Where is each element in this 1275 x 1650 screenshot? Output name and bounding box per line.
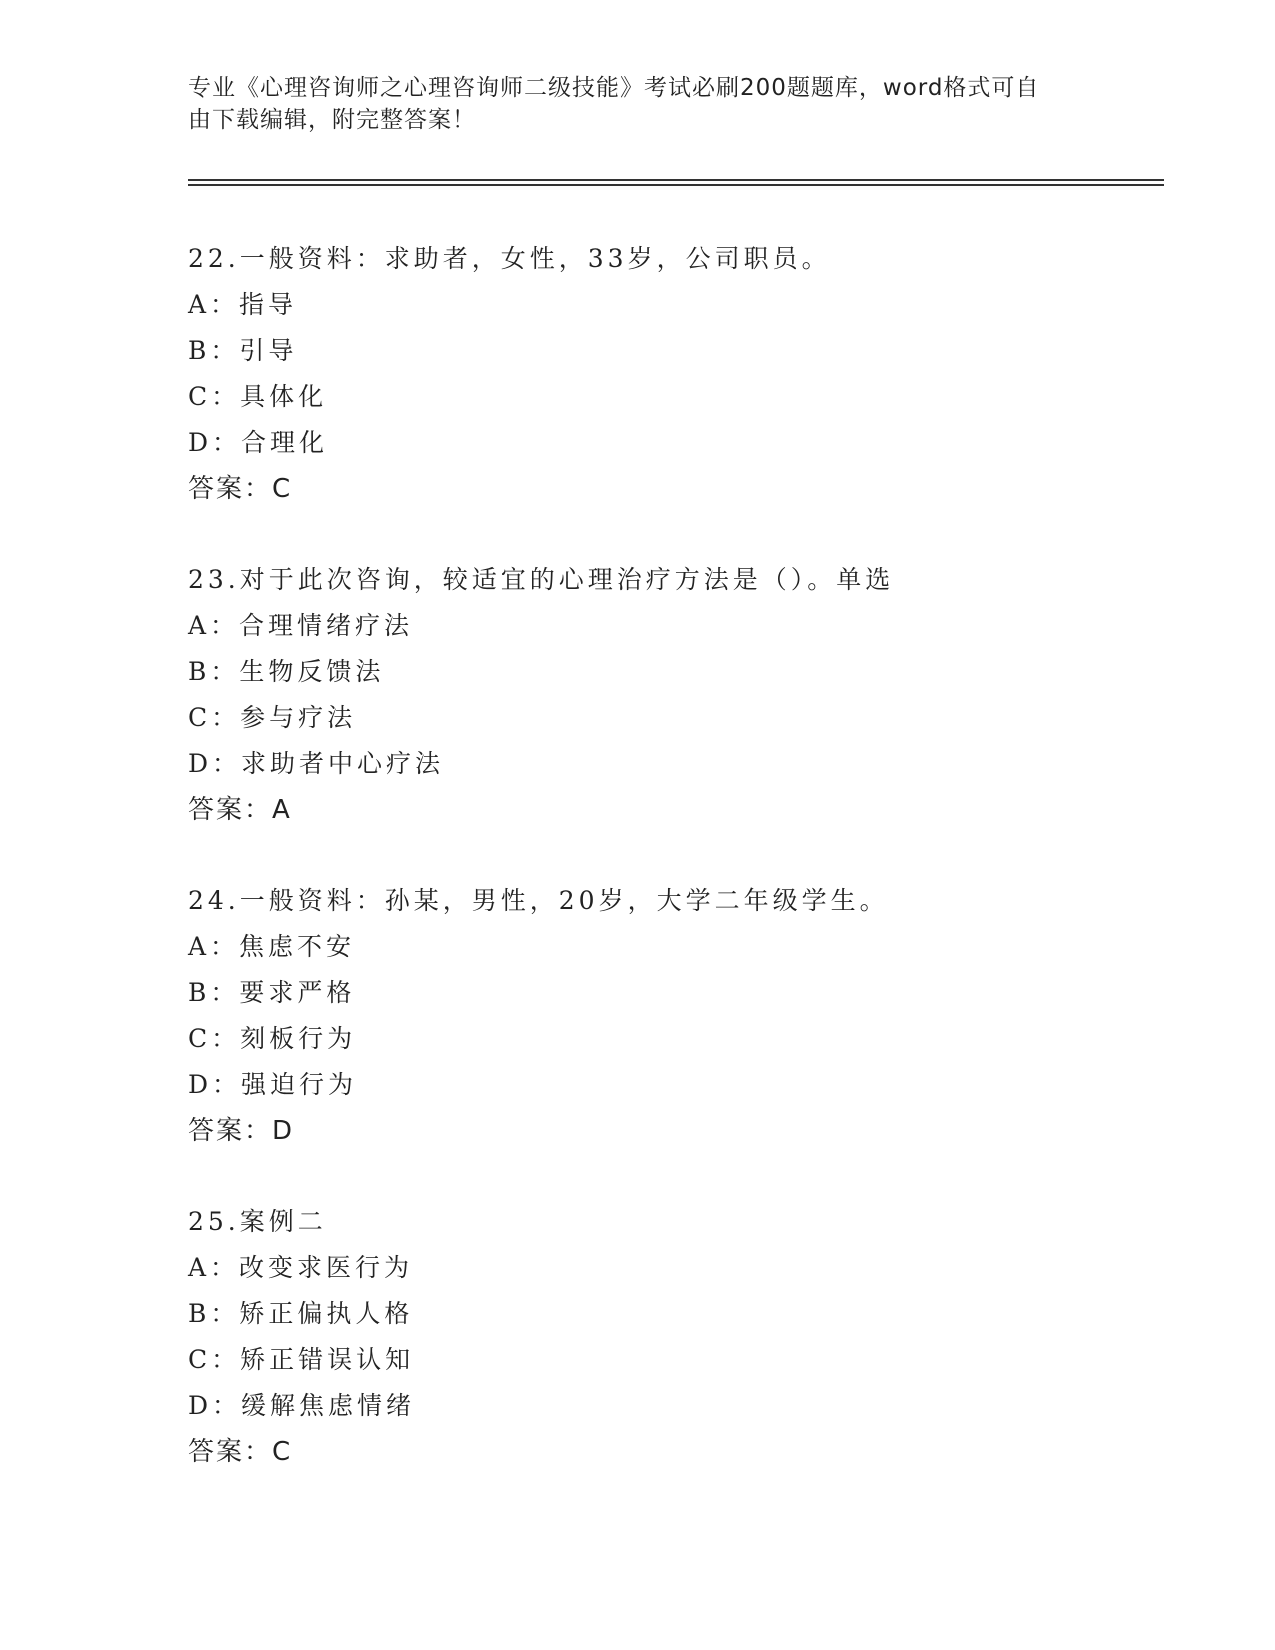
option-b: B：要求严格 bbox=[188, 978, 356, 1007]
option-b: B：生物反馈法 bbox=[188, 657, 385, 686]
header-divider-top bbox=[188, 179, 1164, 181]
header-line-2: 由下载编辑，附完整答案！ bbox=[188, 107, 476, 133]
answer-line: 答案：D bbox=[188, 1116, 295, 1146]
option-c: C：刻板行为 bbox=[188, 1024, 357, 1053]
answer-line: 答案：C bbox=[188, 474, 293, 504]
question-stem: 23.对于此次咨询，较适宜的心理治疗方法是（）。单选 bbox=[188, 565, 895, 594]
option-d: D：求助者中心疗法 bbox=[188, 749, 445, 778]
option-b: B：矫正偏执人格 bbox=[188, 1299, 414, 1328]
question-block bbox=[188, 878, 1168, 1154]
question-stem: 22.一般资料：求助者，女性，33岁，公司职员。 bbox=[188, 244, 831, 273]
option-c: C：参与疗法 bbox=[188, 703, 357, 732]
question-block bbox=[188, 557, 1168, 833]
question-block bbox=[188, 236, 1168, 512]
answer-line: 答案：C bbox=[188, 1437, 293, 1467]
document-header bbox=[188, 72, 1068, 136]
option-a: A：合理情绪疗法 bbox=[188, 611, 414, 640]
option-d: D：合理化 bbox=[188, 428, 329, 457]
answer-line: 答案：A bbox=[188, 795, 292, 825]
question-stem: 24.一般资料：孙某，男性，20岁，大学二年级学生。 bbox=[188, 886, 889, 915]
option-a: A：焦虑不安 bbox=[188, 932, 356, 961]
option-d: D：强迫行为 bbox=[188, 1070, 358, 1099]
option-a: A：指导 bbox=[188, 290, 298, 319]
option-c: C：矫正错误认知 bbox=[188, 1345, 415, 1374]
header-line-1: 专业《心理咨询师之心理咨询师二级技能》考试必刷200题题库，word格式可自 bbox=[188, 75, 1040, 101]
option-c: C：具体化 bbox=[188, 382, 328, 411]
header-divider-bottom bbox=[188, 184, 1164, 186]
option-d: D：缓解焦虑情绪 bbox=[188, 1391, 416, 1420]
question-block bbox=[188, 1199, 1168, 1475]
option-a: A：改变求医行为 bbox=[188, 1253, 414, 1282]
option-b: B：引导 bbox=[188, 336, 298, 365]
question-stem: 25.案例二 bbox=[188, 1207, 327, 1236]
